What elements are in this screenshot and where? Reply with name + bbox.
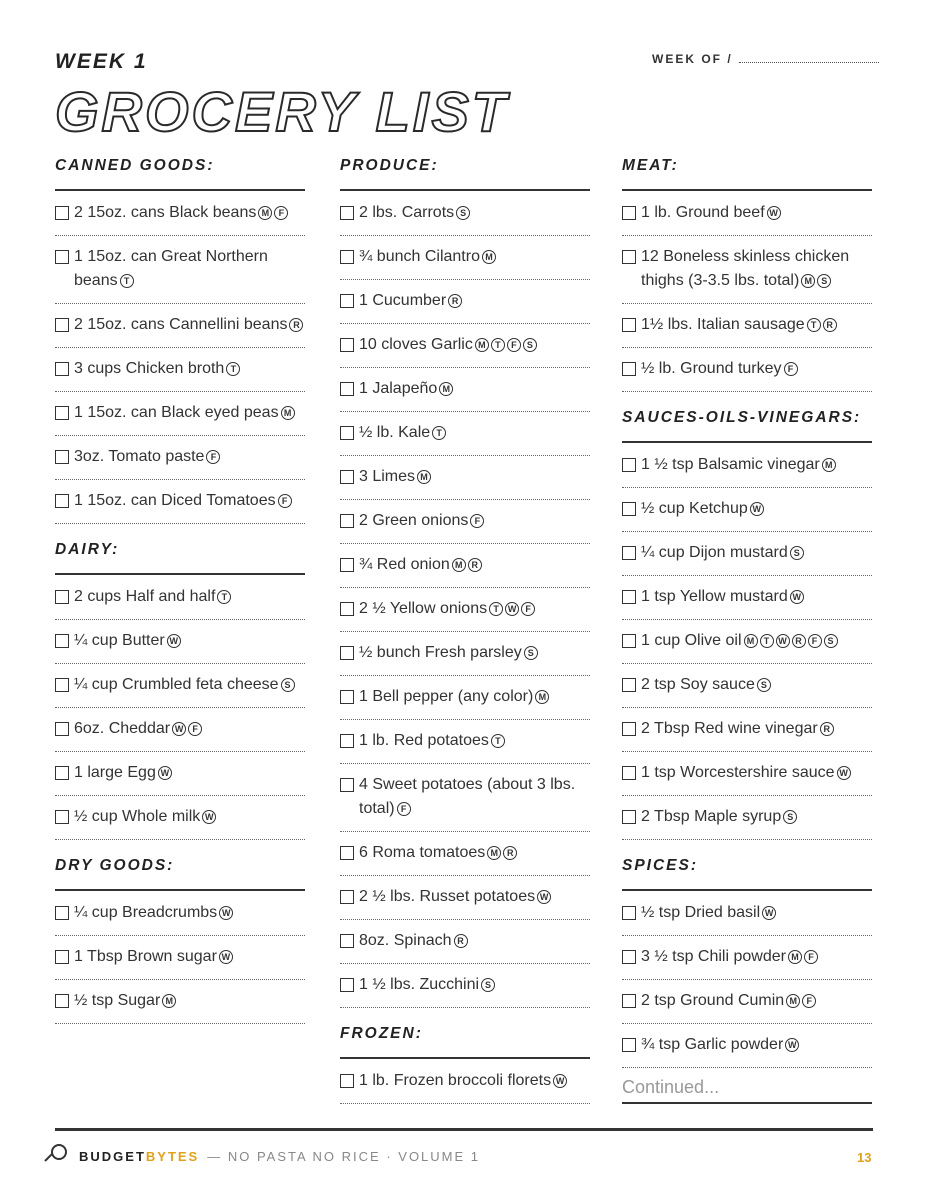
page-number: 13: [857, 1150, 872, 1165]
grocery-item: [55, 717, 305, 752]
grocery-item-label: 3 ½ tsp Chili powder: [641, 948, 786, 965]
grocery-item-label: 1 Bell pepper (any color): [359, 688, 534, 705]
day-circle-icon: R: [823, 318, 837, 332]
grocery-item-label: 1 ½ tsp Balsamic vinegar: [641, 456, 820, 473]
day-circle-icon: F: [804, 950, 818, 964]
grocery-item: [55, 673, 305, 708]
checkbox-icon[interactable]: [55, 722, 69, 736]
grocery-item: [55, 401, 305, 436]
grocery-item: [622, 541, 872, 576]
checkbox-icon[interactable]: [55, 678, 69, 692]
day-circle-icon: T: [217, 590, 231, 604]
day-circle-icon: R: [820, 722, 834, 736]
grocery-item-label: ¼ cup Breadcrumbs: [74, 904, 218, 921]
grocery-item-label: 1 tsp Yellow mustard: [641, 588, 788, 605]
grocery-item-label: 2 ½ Yellow onions: [359, 600, 488, 617]
checkbox-icon[interactable]: [55, 994, 69, 1008]
checkbox-icon[interactable]: [340, 602, 354, 616]
day-circle-icon: F: [188, 722, 202, 736]
grocery-item-label: 1 ½ lbs. Zucchini: [359, 976, 480, 993]
grocery-item-label: 12 Boneless skinless chicken thighs (3-3.5 lbs. total): [641, 248, 850, 289]
day-circle-icon: W: [158, 766, 172, 780]
checkbox-icon[interactable]: [622, 458, 636, 472]
grocery-item: [622, 585, 872, 620]
checkbox-icon[interactable]: [340, 206, 354, 220]
grocery-item: [55, 201, 305, 236]
grocery-item: [340, 641, 590, 676]
day-circle-icon: S: [790, 546, 804, 560]
brand-name-part1: BUDGET: [79, 1148, 146, 1164]
category-heading: DRY GOODS:: [55, 857, 305, 891]
checkbox-icon[interactable]: [622, 722, 636, 736]
frying-pan-icon: [45, 1144, 69, 1168]
day-circle-icon: M: [162, 994, 176, 1008]
day-circle-icon: M: [487, 846, 501, 860]
day-circle-icon: M: [786, 994, 800, 1008]
grocery-item-label: 1 large Egg: [74, 764, 156, 781]
grocery-item-label: ¾ bunch Cilantro: [359, 248, 480, 265]
day-circle-icon: R: [454, 934, 468, 948]
day-circle-icon: W: [762, 906, 776, 920]
grocery-item-label: 2 tsp Soy sauce: [641, 676, 755, 693]
checkbox-icon[interactable]: [340, 734, 354, 748]
day-circle-icon: W: [767, 206, 781, 220]
grocery-item-label: ¼ cup Crumbled feta cheese: [74, 676, 279, 693]
grocery-item-label: ½ tsp Sugar: [74, 992, 161, 1009]
grocery-item: [622, 989, 872, 1024]
category-heading: SAUCES-OILS-VINEGARS:: [622, 409, 872, 443]
checkbox-icon[interactable]: [340, 294, 354, 308]
grocery-item: [622, 245, 872, 304]
category-heading: FROZEN:: [340, 1025, 590, 1059]
column-2: [340, 157, 590, 1113]
grocery-item-label: 3oz. Tomato paste: [74, 448, 205, 465]
day-circle-icon: W: [172, 722, 186, 736]
checkbox-icon[interactable]: [340, 846, 354, 860]
grocery-item: [622, 805, 872, 840]
checkbox-icon[interactable]: [622, 994, 636, 1008]
checkbox-icon[interactable]: [55, 766, 69, 780]
day-circle-icon: F: [206, 450, 220, 464]
week-of-field[interactable]: [652, 52, 879, 66]
grocery-item-label: ½ cup Ketchup: [641, 500, 748, 517]
checkbox-icon[interactable]: [55, 206, 69, 220]
checkbox-icon[interactable]: [55, 950, 69, 964]
grocery-item-label: 1 Cucumber: [359, 292, 447, 309]
grocery-item-label: ¼ cup Dijon mustard: [641, 544, 788, 561]
checkbox-icon[interactable]: [340, 978, 354, 992]
day-circle-icon: W: [167, 634, 181, 648]
checkbox-icon[interactable]: [340, 514, 354, 528]
category-heading: DAIRY:: [55, 541, 305, 575]
day-circle-icon: F: [507, 338, 521, 352]
day-circle-icon: T: [491, 338, 505, 352]
grocery-item: [55, 901, 305, 936]
brand-name-part2: BYTES: [145, 1148, 200, 1164]
grocery-item: [340, 597, 590, 632]
checkbox-icon[interactable]: [622, 250, 636, 264]
grocery-item: [55, 761, 305, 796]
day-circle-icon: F: [470, 514, 484, 528]
day-circle-icon: W: [505, 602, 519, 616]
checkbox-icon[interactable]: [622, 206, 636, 220]
day-circle-icon: M: [788, 950, 802, 964]
grocery-item: [55, 357, 305, 392]
checkbox-icon[interactable]: [340, 250, 354, 264]
checkbox-icon[interactable]: [55, 318, 69, 332]
column-1: [55, 157, 305, 1033]
day-circle-icon: F: [521, 602, 535, 616]
day-circle-icon: M: [744, 634, 758, 648]
day-circle-icon: F: [274, 206, 288, 220]
grocery-item-label: ¼ cup Butter: [74, 632, 165, 649]
grocery-item: [340, 1069, 590, 1104]
grocery-item: [55, 245, 305, 304]
checkbox-icon[interactable]: [622, 678, 636, 692]
grocery-item: [55, 489, 305, 524]
grocery-item: [340, 885, 590, 920]
grocery-item-label: 1 Tbsp Brown sugar: [74, 948, 217, 965]
day-circle-icon: W: [537, 890, 551, 904]
day-circle-icon: R: [448, 294, 462, 308]
checkbox-icon[interactable]: [622, 546, 636, 560]
grocery-item: [55, 313, 305, 348]
week-title: WEEK 1: [55, 50, 148, 73]
grocery-item-label: 2 ½ lbs. Russet potatoes: [359, 888, 536, 905]
grocery-item: [340, 973, 590, 1008]
day-circle-icon: F: [784, 362, 798, 376]
grocery-item-label: ¾ Red onion: [359, 556, 450, 573]
day-circle-icon: R: [289, 318, 303, 332]
grocery-item-label: 2 Tbsp Red wine vinegar: [641, 720, 818, 737]
grocery-item-label: 2 15oz. cans Cannellini beans: [74, 316, 288, 333]
day-circle-icon: S: [783, 810, 797, 824]
checkbox-icon[interactable]: [622, 362, 636, 376]
checkbox-icon[interactable]: [340, 382, 354, 396]
grocery-item-label: 2 cups Half and half: [74, 588, 216, 605]
day-circle-icon: M: [439, 382, 453, 396]
grocery-item-label: 6 Roma tomatoes: [359, 844, 486, 861]
grocery-item-label: ½ cup Whole milk: [74, 808, 201, 825]
day-circle-icon: W: [776, 634, 790, 648]
checkbox-icon[interactable]: [340, 690, 354, 704]
day-circle-icon: S: [481, 978, 495, 992]
grocery-item: [55, 585, 305, 620]
grocery-item: [340, 841, 590, 876]
grocery-item: [622, 945, 872, 980]
checkbox-icon[interactable]: [622, 318, 636, 332]
day-circle-icon: M: [801, 274, 815, 288]
day-circle-icon: S: [281, 678, 295, 692]
grocery-item-label: 8oz. Spinach: [359, 932, 452, 949]
day-circle-icon: T: [491, 734, 505, 748]
day-circle-icon: R: [468, 558, 482, 572]
day-circle-icon: W: [785, 1038, 799, 1052]
footer: [45, 1144, 480, 1168]
grocery-item-label: 1 lb. Red potatoes: [359, 732, 489, 749]
checkbox-icon[interactable]: [55, 406, 69, 420]
grocery-item-label: ½ bunch Fresh parsley: [359, 644, 522, 661]
checkbox-icon[interactable]: [55, 250, 69, 264]
day-circle-icon: F: [278, 494, 292, 508]
grocery-item-label: 1 lb. Ground beef: [641, 204, 765, 221]
grocery-item-label: 1 lb. Frozen broccoli florets: [359, 1072, 552, 1089]
grocery-item-label: ¾ tsp Garlic powder: [641, 1036, 784, 1053]
day-circle-icon: F: [802, 994, 816, 1008]
checkbox-icon[interactable]: [55, 590, 69, 604]
category-heading: PRODUCE:: [340, 157, 590, 191]
day-circle-icon: W: [219, 950, 233, 964]
checkbox-icon[interactable]: [55, 810, 69, 824]
day-circle-icon: M: [258, 206, 272, 220]
day-circle-icon: S: [456, 206, 470, 220]
day-circle-icon: S: [524, 646, 538, 660]
checkbox-icon[interactable]: [340, 558, 354, 572]
checkbox-icon[interactable]: [340, 470, 354, 484]
grocery-item: [622, 717, 872, 752]
checkbox-icon[interactable]: [55, 634, 69, 648]
checkbox-icon[interactable]: [622, 810, 636, 824]
grocery-item: [340, 333, 590, 368]
checkbox-icon[interactable]: [55, 494, 69, 508]
day-circle-icon: W: [219, 906, 233, 920]
checkbox-icon[interactable]: [55, 362, 69, 376]
day-circle-icon: S: [757, 678, 771, 692]
day-circle-icon: M: [822, 458, 836, 472]
checkbox-icon[interactable]: [622, 1038, 636, 1052]
grocery-item-label: 6oz. Cheddar: [74, 720, 171, 737]
grocery-item: [622, 673, 872, 708]
checkbox-icon[interactable]: [340, 890, 354, 904]
grocery-item: [55, 989, 305, 1024]
grocery-item: [622, 629, 872, 664]
checkbox-icon[interactable]: [55, 450, 69, 464]
grocery-item: [340, 685, 590, 720]
day-circle-icon: W: [202, 810, 216, 824]
footer-divider: [55, 1128, 873, 1131]
grocery-item-label: 3 Limes: [359, 468, 416, 485]
checkbox-icon[interactable]: [622, 950, 636, 964]
grocery-item: [340, 553, 590, 588]
week-of-label: WEEK OF /: [652, 52, 733, 66]
day-circle-icon: S: [824, 634, 838, 648]
day-circle-icon: T: [120, 274, 134, 288]
checkbox-icon[interactable]: [340, 934, 354, 948]
category-heading: SPICES:: [622, 857, 872, 891]
checkbox-icon[interactable]: [55, 906, 69, 920]
day-circle-icon: M: [482, 250, 496, 264]
grocery-item-label: ½ lb. Ground turkey: [641, 360, 782, 377]
grocery-item-label: 1 cup Olive oil: [641, 632, 742, 649]
day-circle-icon: F: [397, 802, 411, 816]
day-circle-icon: S: [523, 338, 537, 352]
checkbox-icon[interactable]: [340, 646, 354, 660]
grocery-item-label: 2 Tbsp Maple syrup: [641, 808, 782, 825]
grocery-item: [622, 357, 872, 392]
grocery-item: [55, 445, 305, 480]
day-circle-icon: M: [535, 690, 549, 704]
checkbox-icon[interactable]: [622, 590, 636, 604]
grocery-item: [622, 901, 872, 936]
day-circle-icon: T: [489, 602, 503, 616]
day-circle-icon: M: [281, 406, 295, 420]
day-circle-icon: W: [837, 766, 851, 780]
grocery-item-label: 1 15oz. can Diced Tomatoes: [74, 492, 276, 509]
grocery-item: [622, 1033, 872, 1068]
grocery-item: [340, 509, 590, 544]
footer-subtitle: — NO PASTA NO RICE · VOLUME 1: [207, 1148, 481, 1164]
day-circle-icon: W: [553, 1074, 567, 1088]
checkbox-icon[interactable]: [340, 778, 354, 792]
grocery-item-label: 3 cups Chicken broth: [74, 360, 225, 377]
checkbox-icon[interactable]: [622, 766, 636, 780]
day-circle-icon: M: [452, 558, 466, 572]
grocery-item: [340, 201, 590, 236]
day-circle-icon: T: [226, 362, 240, 376]
day-circle-icon: R: [792, 634, 806, 648]
grocery-item: [55, 629, 305, 664]
grocery-item: [622, 453, 872, 488]
grocery-item: [622, 313, 872, 348]
grocery-item-label: 1 15oz. can Black eyed peas: [74, 404, 279, 421]
checkbox-icon[interactable]: [340, 338, 354, 352]
grocery-item-label: 1 15oz. can Great Northern beans: [74, 248, 268, 289]
grocery-item: [340, 377, 590, 412]
day-circle-icon: T: [807, 318, 821, 332]
grocery-item-label: 2 tsp Ground Cumin: [641, 992, 785, 1009]
grocery-item-label: 10 cloves Garlic: [359, 336, 473, 353]
grocery-item: [340, 729, 590, 764]
checkbox-icon[interactable]: [622, 906, 636, 920]
day-circle-icon: F: [808, 634, 822, 648]
day-circle-icon: S: [817, 274, 831, 288]
day-circle-icon: M: [417, 470, 431, 484]
category-heading: CANNED GOODS:: [55, 157, 305, 191]
checkbox-icon[interactable]: [340, 1074, 354, 1088]
week-of-blank[interactable]: [739, 52, 879, 63]
grocery-item-label: 2 15oz. cans Black beans: [74, 204, 257, 221]
grocery-item: [622, 761, 872, 796]
grocery-item-label: 1 Jalapeño: [359, 380, 438, 397]
grocery-item: [340, 421, 590, 456]
grocery-item-label: 2 Green onions: [359, 512, 469, 529]
grocery-item: [622, 201, 872, 236]
checkbox-icon[interactable]: [340, 426, 354, 440]
grocery-item-label: 2 lbs. Carrots: [359, 204, 455, 221]
continued-note: Continued...: [622, 1077, 872, 1104]
day-circle-icon: T: [432, 426, 446, 440]
grocery-item: [340, 245, 590, 280]
grocery-item: [340, 465, 590, 500]
day-circle-icon: R: [503, 846, 517, 860]
grocery-item-label: ½ tsp Dried basil: [641, 904, 761, 921]
grocery-item: [55, 945, 305, 980]
day-circle-icon: W: [750, 502, 764, 516]
category-heading: MEAT:: [622, 157, 872, 191]
page-title: GROCERY LIST: [55, 80, 510, 143]
checkbox-icon[interactable]: [622, 502, 636, 516]
grocery-item: [340, 289, 590, 324]
day-circle-icon: T: [760, 634, 774, 648]
grocery-item: [340, 929, 590, 964]
grocery-item: [622, 497, 872, 532]
checkbox-icon[interactable]: [622, 634, 636, 648]
grocery-item-label: 1 tsp Worcestershire sauce: [641, 764, 835, 781]
grocery-item: [340, 773, 590, 832]
grocery-item-label: ½ lb. Kale: [359, 424, 431, 441]
grocery-item-label: 4 Sweet potatoes (about 3 lbs. total): [359, 776, 576, 817]
day-circle-icon: M: [475, 338, 489, 352]
column-3: [622, 157, 872, 1104]
grocery-item-label: 1½ lbs. Italian sausage: [641, 316, 805, 333]
day-circle-icon: W: [790, 590, 804, 604]
grocery-item: [55, 805, 305, 840]
